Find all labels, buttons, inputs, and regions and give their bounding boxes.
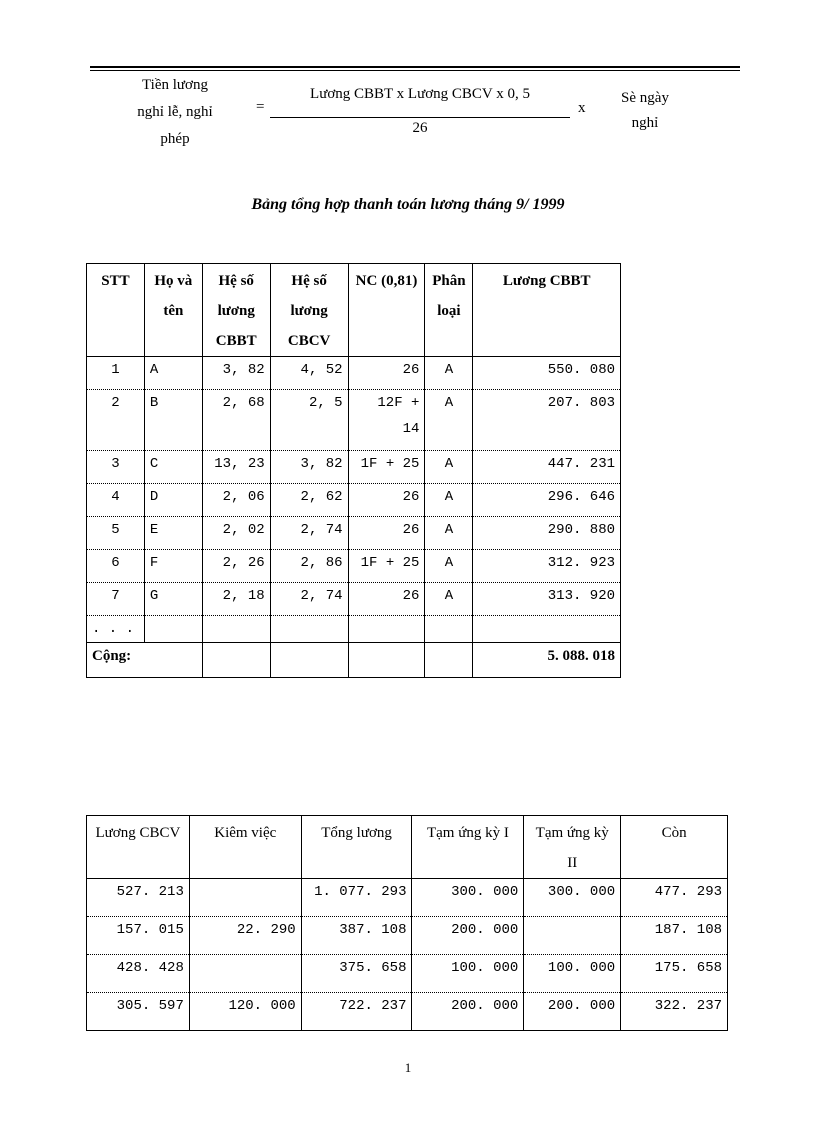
- cell-tam-ung-2: 200. 000: [524, 993, 621, 1031]
- cell-stt: 4: [87, 484, 145, 517]
- cell-luong: 550. 080: [473, 357, 621, 390]
- cell-hs-cbbt: 2, 18: [202, 583, 270, 616]
- cell-nc: 26: [348, 484, 425, 517]
- cell-pl: A: [425, 357, 473, 390]
- formula-right-line: Sè ngày: [621, 90, 669, 106]
- cell-name: F: [144, 550, 202, 583]
- formula-left-line: Tiền lương: [142, 77, 208, 93]
- formula-fraction-bar: [270, 117, 570, 118]
- cell-pl: A: [425, 484, 473, 517]
- cell-stt: 2: [87, 390, 145, 451]
- cell-name: G: [144, 583, 202, 616]
- cell-nc: 26: [348, 517, 425, 550]
- formula-numerator: Lương CBBT x Lương CBCV x 0, 5: [310, 86, 530, 102]
- formula-left-term: [105, 72, 245, 153]
- cell-tong-luong: 375. 658: [301, 955, 412, 993]
- table-row: [87, 583, 621, 616]
- table-row: [87, 879, 728, 917]
- total-value: 5. 088. 018: [473, 643, 621, 678]
- col-header-hs-cbcv: Hệ số lương CBCV: [270, 264, 348, 357]
- table-row: [87, 955, 728, 993]
- cell-luong: 296. 646: [473, 484, 621, 517]
- cell-hs-cbcv: 2, 5: [270, 390, 348, 451]
- table-row: [87, 550, 621, 583]
- table-row-ellipsis: [87, 616, 621, 643]
- cell-tam-ung-1: 100. 000: [412, 955, 524, 993]
- table-row: [87, 357, 621, 390]
- formula-denominator: 26: [412, 120, 428, 136]
- col-header-stt: STT: [87, 264, 145, 357]
- cell-stt: 1: [87, 357, 145, 390]
- cell-hs-cbcv: 4, 52: [270, 357, 348, 390]
- cell-luong-cbcv: 428. 428: [87, 955, 190, 993]
- cell-name: E: [144, 517, 202, 550]
- cell-name: C: [144, 451, 202, 484]
- cell-hs-cbcv: 2, 74: [270, 583, 348, 616]
- table-row: [87, 917, 728, 955]
- formula-equals: =: [256, 99, 265, 115]
- cell-con: 322. 237: [621, 993, 728, 1031]
- salary-payment-table: [86, 815, 728, 1031]
- col-header-tam-ung-1: Tạm ứng kỳ I: [412, 816, 524, 879]
- cell-con: 175. 658: [621, 955, 728, 993]
- cell-tam-ung-2: [524, 917, 621, 955]
- ellipsis-cell: . . .: [87, 616, 145, 643]
- cell-kiem-viec: 22. 290: [189, 917, 301, 955]
- cell-luong: 312. 923: [473, 550, 621, 583]
- col-header-kiem-viec: Kiêm việc: [189, 816, 301, 879]
- cell-name: B: [144, 390, 202, 451]
- cell-nc: 1F + 25: [348, 451, 425, 484]
- document-title: Bảng tổng hợp thanh toán lương tháng 9/ 1999: [251, 196, 565, 213]
- cell-stt: 3: [87, 451, 145, 484]
- table-header-row: [87, 264, 621, 357]
- cell-kiem-viec: [189, 879, 301, 917]
- cell-tam-ung-2: 100. 000: [524, 955, 621, 993]
- cell-pl: A: [425, 517, 473, 550]
- cell-kiem-viec: [189, 955, 301, 993]
- header-rule-thick: [90, 66, 740, 68]
- table-row: [87, 390, 621, 451]
- cell-luong: 290. 880: [473, 517, 621, 550]
- cell-luong: 313. 920: [473, 583, 621, 616]
- cell-hs-cbbt: 2, 06: [202, 484, 270, 517]
- cell-stt: 7: [87, 583, 145, 616]
- cell-luong-cbcv: 527. 213: [87, 879, 190, 917]
- cell-name: D: [144, 484, 202, 517]
- cell-hs-cbbt: 2, 68: [202, 390, 270, 451]
- table-header-row: [87, 816, 728, 879]
- salary-summary-table: [86, 263, 621, 678]
- cell-pl: A: [425, 583, 473, 616]
- cell-luong: 207. 803: [473, 390, 621, 451]
- table-row: [87, 993, 728, 1031]
- cell-tam-ung-1: 300. 000: [412, 879, 524, 917]
- page-number: 1: [404, 1060, 412, 1075]
- cell-hs-cbbt: 2, 02: [202, 517, 270, 550]
- cell-stt: 6: [87, 550, 145, 583]
- cell-tong-luong: 1. 077. 293: [301, 879, 412, 917]
- cell-tong-luong: 387. 108: [301, 917, 412, 955]
- col-header-luong-cbcv: Lương CBCV: [87, 816, 190, 879]
- table-row: [87, 451, 621, 484]
- cell-tong-luong: 722. 237: [301, 993, 412, 1031]
- col-header-name: Họ và tên: [144, 264, 202, 357]
- cell-nc: 26: [348, 357, 425, 390]
- cell-nc: 12F + 14: [348, 390, 425, 451]
- table-row: [87, 517, 621, 550]
- cell-hs-cbbt: 3, 82: [202, 357, 270, 390]
- cell-hs-cbcv: 2, 86: [270, 550, 348, 583]
- col-header-luong-cbbt: Lương CBBT: [473, 264, 621, 357]
- total-label: Cộng:: [87, 643, 203, 678]
- formula-right-line: nghỉ: [631, 115, 659, 131]
- table-row: [87, 484, 621, 517]
- cell-tam-ung-1: 200. 000: [412, 993, 524, 1031]
- col-header-con: Còn: [621, 816, 728, 879]
- formula-times: x: [578, 100, 586, 116]
- cell-luong: 447. 231: [473, 451, 621, 484]
- cell-luong-cbcv: 305. 597: [87, 993, 190, 1031]
- col-header-hs-cbbt: Hệ số lương CBBT: [202, 264, 270, 357]
- formula-left-line: phép: [160, 131, 190, 147]
- cell-name: A: [144, 357, 202, 390]
- cell-kiem-viec: 120. 000: [189, 993, 301, 1031]
- cell-tam-ung-1: 200. 000: [412, 917, 524, 955]
- formula-right-term: [600, 86, 690, 136]
- cell-nc: 1F + 25: [348, 550, 425, 583]
- cell-tam-ung-2: 300. 000: [524, 879, 621, 917]
- cell-luong-cbcv: 157. 015: [87, 917, 190, 955]
- col-header-classification: Phân loại: [425, 264, 473, 357]
- cell-hs-cbcv: 3, 82: [270, 451, 348, 484]
- formula-left-line: nghỉ lễ, nghỉ: [137, 104, 213, 120]
- cell-hs-cbbt: 13, 23: [202, 451, 270, 484]
- cell-nc: 26: [348, 583, 425, 616]
- cell-hs-cbcv: 2, 62: [270, 484, 348, 517]
- col-header-nc: NC (0,81): [348, 264, 425, 357]
- table-total-row: [87, 643, 621, 678]
- col-header-tong-luong: Tổng lương: [301, 816, 412, 879]
- col-header-tam-ung-2: Tạm ứng kỳ II: [524, 816, 621, 879]
- cell-hs-cbcv: 2, 74: [270, 517, 348, 550]
- cell-pl: A: [425, 451, 473, 484]
- cell-pl: A: [425, 550, 473, 583]
- cell-hs-cbbt: 2, 26: [202, 550, 270, 583]
- cell-pl: A: [425, 390, 473, 451]
- cell-stt: 5: [87, 517, 145, 550]
- cell-con: 187. 108: [621, 917, 728, 955]
- header-rule-thin: [90, 70, 740, 71]
- cell-con: 477. 293: [621, 879, 728, 917]
